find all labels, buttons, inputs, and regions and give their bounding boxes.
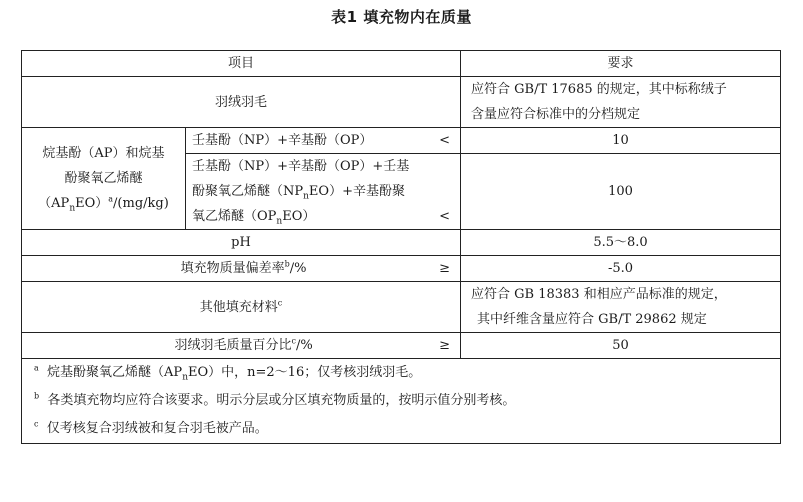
pct-value: 50 [461, 333, 781, 359]
table-row-down [22, 77, 781, 128]
ap-label [22, 128, 186, 230]
mass-value: -5.0 [461, 256, 781, 282]
other-label: 其他填充材料$^c$ [22, 282, 461, 333]
table-row-down-percentage [22, 333, 781, 359]
header-requirement: 要求 [461, 51, 781, 77]
ph-value: 5.5～8.0 [461, 230, 781, 256]
down-label: 羽绒羽毛 [22, 77, 461, 128]
ph-label: pH [22, 230, 461, 256]
table-header-row [22, 51, 781, 77]
footnote-a: $^a$ 烷基酚聚氧乙烯醚$(AP_nEO)$中，n=2～16；仅考核羽绒羽毛。 [34, 363, 422, 383]
down-req-line1: 应符合 GB/T 17685 的规定，其中标称绒子 [471, 82, 727, 97]
quality-table [21, 50, 781, 444]
table-title: 表1 填充物内在质量 [331, 8, 472, 26]
table-row-ph [22, 230, 781, 256]
other-requirement: 应符合 GB 18383 和相应产品标准的规定， 其中纤维含量应符合 GB/T 29862 规定 [461, 282, 781, 333]
ap-label-line3: $(AP_nEO)^a/(mg/kg)$ [38, 194, 169, 214]
down-requirement [461, 77, 781, 128]
np-op-label: 壬基酚（NP）+辛基酚（OP） < [186, 128, 461, 154]
down-req-line2: 含量应符合标准中的分档规定 [471, 107, 641, 122]
mass-label: 填充物质量偏差率$^b$/% ≥ [22, 256, 461, 282]
sum-label: 壬基酚（NP）+辛基酚（OP）+壬基 酚聚氧乙烯醚$(NP_nEO)+$辛基酚聚 氧乙烯醚$(OP_nEO)$ < [186, 154, 461, 230]
footnotes-cell [22, 359, 781, 444]
ap-label-line2: 酚聚氧乙烯醚 [64, 171, 143, 186]
table-row-mass-deviation [22, 256, 781, 282]
sum-value: 100 [461, 154, 781, 230]
ap-label-line1: 烷基酚（AP）和烷基 [42, 146, 165, 161]
header-item: 项目 [22, 51, 461, 77]
footnote-c: $^c$ 仅考核复合羽绒被和复合羽毛被产品。 [34, 419, 268, 436]
table-footnotes [22, 359, 781, 444]
table-row-other-filling [22, 282, 781, 333]
footnote-b: $^b$ 各类填充物均应符合该要求。明示分层或分区填充物质量的，按明示值分别考核。 [34, 391, 516, 408]
pct-label: 羽绒羽毛质量百分比$^c$/% ≥ [22, 333, 461, 359]
table-row-np-op [22, 128, 781, 154]
np-op-value: 10 [461, 128, 781, 154]
